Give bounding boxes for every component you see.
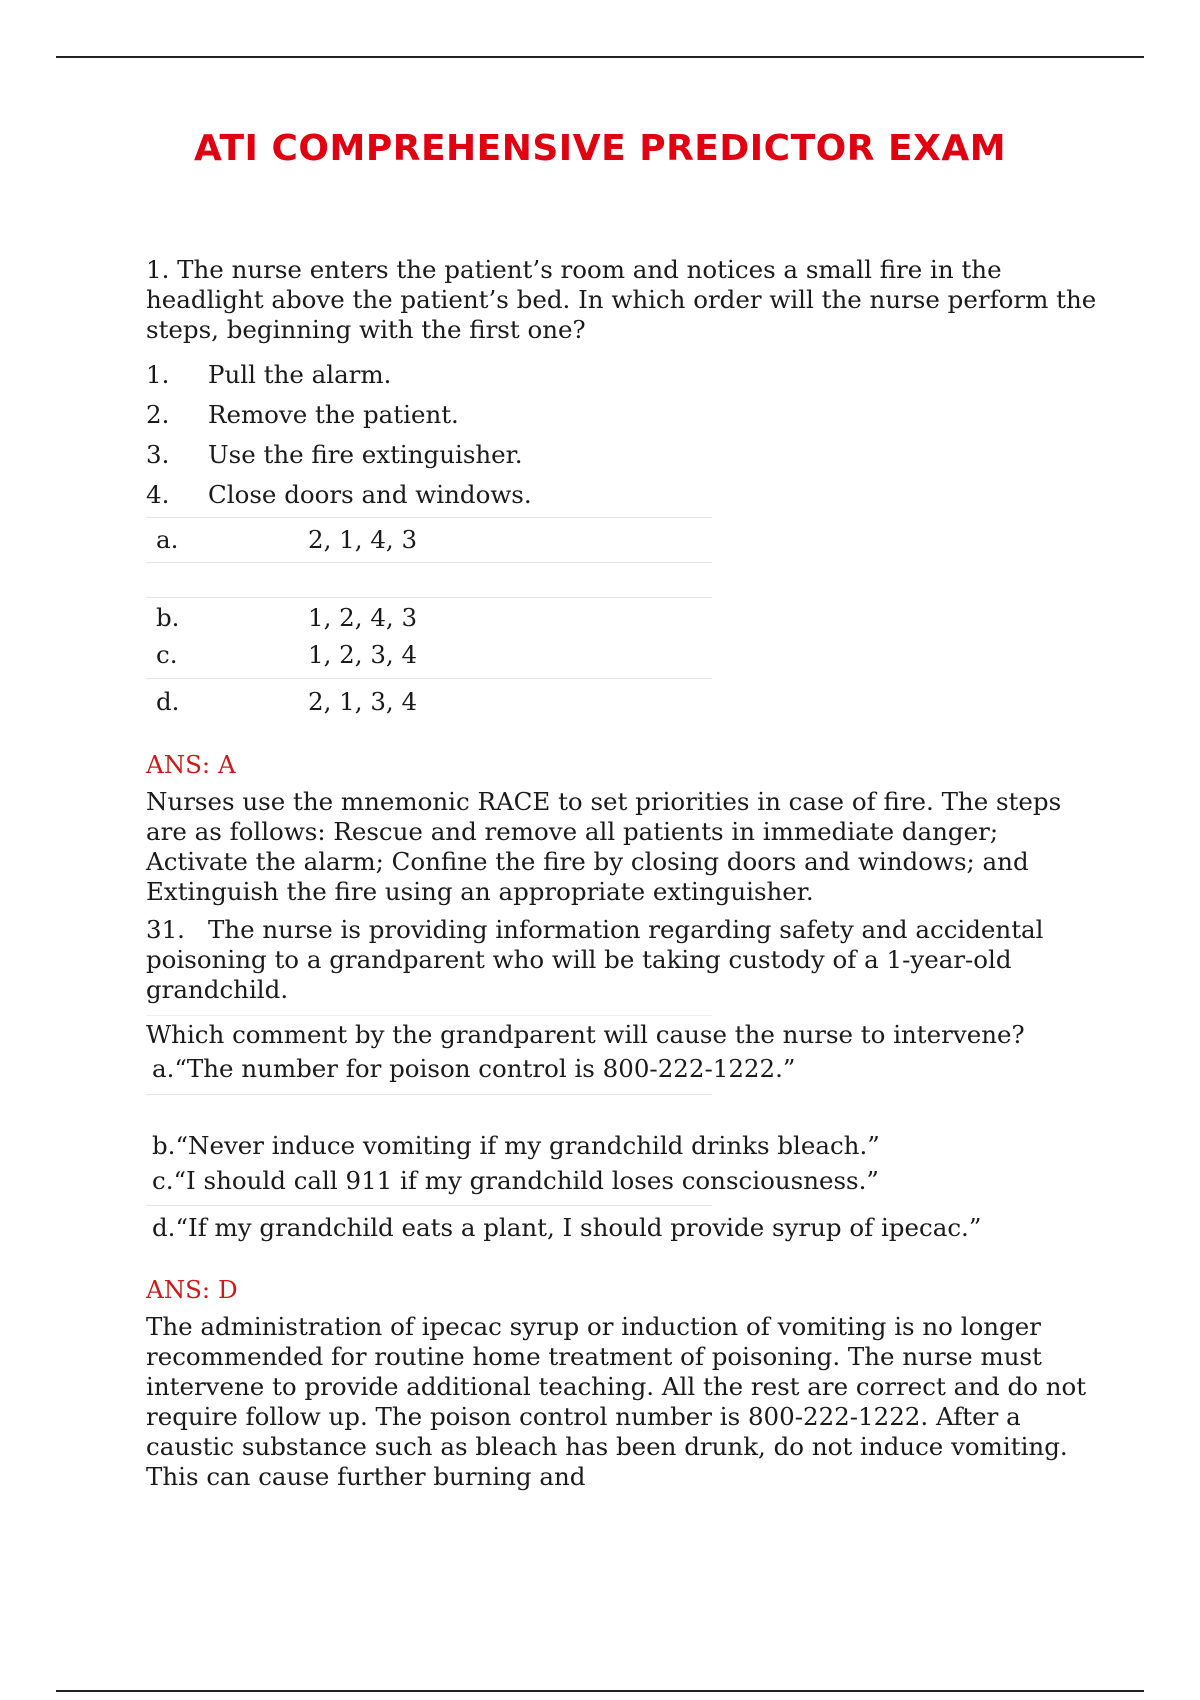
option-letter: c. [152,1166,174,1195]
option-letter: a. [156,525,179,554]
step-number: 3. [146,440,170,469]
option-c [146,1163,879,1199]
step-number: 4. [146,480,170,509]
option-letter: d. [152,1213,176,1242]
option-text: 2, 1, 4, 3 [308,525,418,554]
question-1-options [146,517,712,725]
option-text: 1, 2, 3, 4 [308,640,418,669]
step-text: Pull the alarm. [208,360,392,389]
question-31-rationale: The administration of ipecac syrup or induction of vomiting is no longer recommended for routine home treatment of poisoning. The nurse must intervene to provide additional teaching. All the rest are correct and do not require follow up. The poison control number is 800-222-1222. After a caustic substance such as bleach has been drunk, do not induce vomiting. This can cause further burning and [146,1312,1087,1491]
page-title: ATI COMPREHENSIVE PREDICTOR EXAM [193,128,1007,169]
top-rule [56,56,1144,58]
step-item [146,355,1106,395]
step-number: 2. [146,400,170,429]
step-item [146,475,1106,515]
option-text: 2, 1, 3, 4 [308,687,418,716]
step-text: Use the fire extinguisher. [208,440,523,469]
question-1-steps [146,355,1106,515]
question-1-stem: 1. The nurse enters the patient’s room and notices a small fire in the headlight above the patient’s bed. In which order will the nurse perform the steps, beginning with the first one? [146,255,1097,344]
step-item [146,395,1106,435]
option-letter: a. [152,1054,175,1083]
option-b [146,598,712,638]
question-31-answer: ANS: D [146,1275,238,1304]
option-letter: d. [156,687,180,716]
question-number: 31. [146,915,185,944]
option-text: “If my grandchild eats a plant, I should provide syrup of ipecac.” [175,1213,982,1242]
question-1-answer: ANS: A [146,750,236,779]
step-text: Close doors and windows. [208,480,532,509]
option-a [146,1050,796,1088]
option-letter: b. [156,603,180,632]
document-body [146,255,1106,1492]
question-1-rationale: Nurses use the mnemonic RACE to set priorities in case of fire. The steps are as follows: Rescue and remove all patients in immediate danger; Activate the alarm; Confine the fire by closing doors and windows; and Extinguish the fire using an appropriate extinguisher. [146,787,1062,906]
question-31-stem [146,915,1106,1005]
question-31-prompt: Which comment by the grandparent will cause the nurse to intervene? [146,1015,712,1050]
option-a [146,518,712,562]
step-text: Remove the patient. [208,400,459,429]
bottom-rule [56,1690,1144,1692]
option-text: “The number for poison control is 800-222-1222.” [174,1054,796,1083]
option-letter: c. [156,640,178,669]
option-text: “I should call 911 if my grandchild loses consciousness.” [173,1166,879,1195]
option-letter: b. [152,1131,176,1160]
step-number: 1. [146,360,170,389]
option-d [146,679,712,725]
option-text: “Never induce vomiting if my grandchild drinks bleach.” [175,1131,880,1160]
question-31-options [146,1050,982,1250]
option-c [146,638,712,672]
question-text: The nurse is providing information regarding safety and accidental poisoning to a grandparent who will be taking custody of a 1-year-old grandchild. [146,915,1044,1004]
step-item [146,435,1106,475]
option-b [146,1129,880,1163]
option-d [146,1206,982,1250]
option-text: 1, 2, 4, 3 [308,603,418,632]
